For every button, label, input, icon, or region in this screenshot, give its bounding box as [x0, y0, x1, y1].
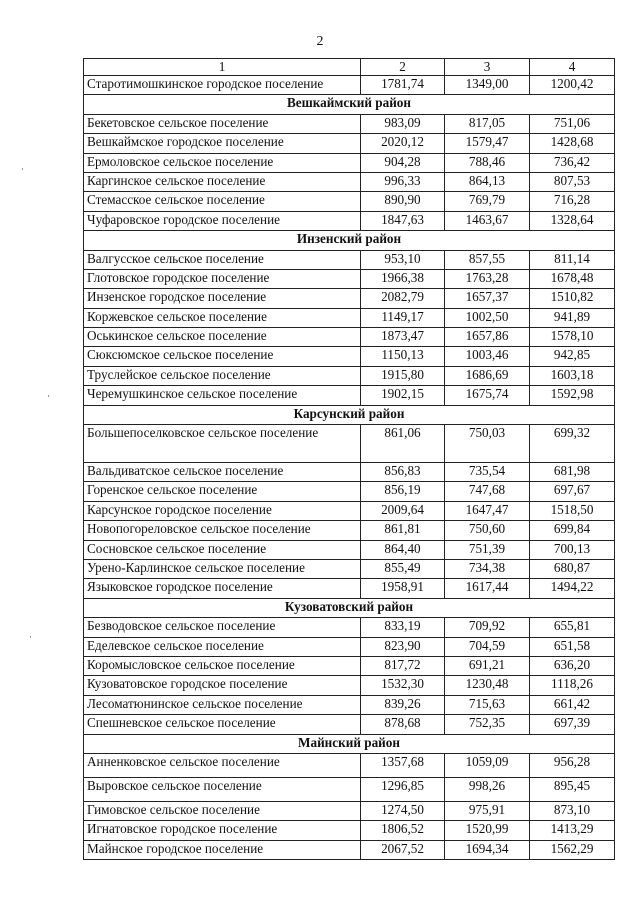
table-row: [84, 840, 615, 859]
table-row: [84, 801, 615, 820]
settlement-name: Коромысловское сельское поселение: [84, 656, 361, 675]
value-col-3: 1647,47: [445, 501, 530, 520]
value-col-3: 998,26: [445, 777, 530, 801]
value-col-4: 1118,26: [530, 676, 615, 695]
settlement-name: Анненковское сельское поселение: [84, 753, 361, 777]
table-row: [84, 676, 615, 695]
value-col-3: 857,55: [445, 250, 530, 269]
value-col-3: 691,21: [445, 656, 530, 675]
value-col-4: 1592,98: [530, 386, 615, 405]
value-col-2: 823,90: [361, 637, 445, 656]
value-col-2: 1966,38: [361, 269, 445, 288]
table-row: [84, 521, 615, 540]
value-col-3: 735,54: [445, 463, 530, 482]
value-col-4: 681,98: [530, 463, 615, 482]
table-row: [84, 347, 615, 366]
value-col-3: 1002,50: [445, 308, 530, 327]
value-col-2: 861,06: [361, 425, 445, 463]
table-row: [84, 192, 615, 211]
value-col-4: 697,67: [530, 482, 615, 501]
value-col-3: 1763,28: [445, 269, 530, 288]
value-col-4: 1413,29: [530, 821, 615, 840]
table-row: [84, 114, 615, 133]
value-col-4: 895,45: [530, 777, 615, 801]
value-col-4: 699,84: [530, 521, 615, 540]
table-row: [84, 821, 615, 840]
settlement-name: Оськинское сельское поселение: [84, 328, 361, 347]
table-row: [84, 579, 615, 598]
settlement-name: Спешневское сельское поселение: [84, 715, 361, 734]
district-header-row: [84, 734, 615, 753]
value-col-4: 661,42: [530, 695, 615, 714]
column-header: 2: [361, 59, 445, 76]
value-col-3: 1617,44: [445, 579, 530, 598]
scan-speck: [30, 636, 31, 638]
settlement-name: Коржевское сельское поселение: [84, 308, 361, 327]
value-col-4: 873,10: [530, 801, 615, 820]
value-col-3: 769,79: [445, 192, 530, 211]
table-row: [84, 366, 615, 385]
table-row: [84, 289, 615, 308]
table-row: [84, 637, 615, 656]
value-col-2: 1806,52: [361, 821, 445, 840]
value-col-3: 1657,37: [445, 289, 530, 308]
value-col-2: 1781,74: [361, 76, 445, 95]
table-row: [84, 269, 615, 288]
table-row: [84, 386, 615, 405]
value-col-2: 1150,13: [361, 347, 445, 366]
value-col-3: 864,13: [445, 172, 530, 191]
value-col-2: 1958,91: [361, 579, 445, 598]
settlement-name: Старотимошкинское городское поселение: [84, 76, 361, 95]
value-col-3: 709,92: [445, 618, 530, 637]
value-col-2: 996,33: [361, 172, 445, 191]
value-col-3: 715,63: [445, 695, 530, 714]
value-col-4: 1494,22: [530, 579, 615, 598]
table-row: [84, 172, 615, 191]
settlement-name: Черемушкинское сельское поселение: [84, 386, 361, 405]
settlement-name: Большепоселковское сельское поселение: [84, 425, 361, 463]
value-col-4: 1562,29: [530, 840, 615, 859]
settlement-name: Еделевское сельское поселение: [84, 637, 361, 656]
value-col-2: 833,19: [361, 618, 445, 637]
settlement-name: Кузоватовское городское поселение: [84, 676, 361, 695]
settlement-name: Стемасское сельское поселение: [84, 192, 361, 211]
value-col-3: 750,60: [445, 521, 530, 540]
value-col-2: 904,28: [361, 153, 445, 172]
district-name: Майнский район: [84, 734, 615, 753]
settlement-name: Труслейское сельское поселение: [84, 366, 361, 385]
value-col-4: 699,32: [530, 425, 615, 463]
value-col-2: 1847,63: [361, 211, 445, 230]
settlement-name: Сюксюмское сельское поселение: [84, 347, 361, 366]
settlement-name: Урено-Карлинское сельское поселение: [84, 559, 361, 578]
district-header-row: [84, 405, 615, 424]
value-col-2: 1532,30: [361, 676, 445, 695]
value-col-4: 1328,64: [530, 211, 615, 230]
district-name: Вешкаймский район: [84, 95, 615, 114]
value-col-3: 788,46: [445, 153, 530, 172]
value-col-4: 1518,50: [530, 501, 615, 520]
settlement-name: Языковское городское поселение: [84, 579, 361, 598]
value-col-3: 975,91: [445, 801, 530, 820]
value-col-2: 864,40: [361, 540, 445, 559]
table-row: [84, 753, 615, 777]
value-col-2: 2020,12: [361, 134, 445, 153]
settlement-name: Вальдиватское сельское поселение: [84, 463, 361, 482]
page-number: 2: [316, 34, 324, 49]
table-row: [84, 618, 615, 637]
settlement-name: Валгусское сельское поселение: [84, 250, 361, 269]
table-row: [84, 715, 615, 734]
value-col-3: 1059,09: [445, 753, 530, 777]
value-col-4: 1578,10: [530, 328, 615, 347]
value-col-4: 736,42: [530, 153, 615, 172]
value-col-2: 1873,47: [361, 328, 445, 347]
value-col-4: 811,14: [530, 250, 615, 269]
column-header: 4: [530, 59, 615, 76]
value-col-4: 751,06: [530, 114, 615, 133]
value-col-4: 942,85: [530, 347, 615, 366]
settlement-name: Глотовское городское поселение: [84, 269, 361, 288]
column-header: 3: [445, 59, 530, 76]
settlement-name: Вешкаймское городское поселение: [84, 134, 361, 153]
value-col-2: 1149,17: [361, 308, 445, 327]
value-col-4: 1603,18: [530, 366, 615, 385]
table-row: [84, 76, 615, 95]
value-col-4: 941,89: [530, 308, 615, 327]
value-col-2: 890,90: [361, 192, 445, 211]
value-col-2: 1274,50: [361, 801, 445, 820]
value-col-2: 839,26: [361, 695, 445, 714]
settlement-name: Новопогореловское сельское поселение: [84, 521, 361, 540]
value-col-4: 655,81: [530, 618, 615, 637]
value-col-2: 2009,64: [361, 501, 445, 520]
table-row: [84, 211, 615, 230]
value-col-3: 1003,46: [445, 347, 530, 366]
table-row: [84, 777, 615, 801]
column-header-row: [84, 59, 615, 76]
value-col-3: 1349,00: [445, 76, 530, 95]
district-header-row: [84, 95, 615, 114]
district-name: Кузоватовский район: [84, 598, 615, 617]
table-row: [84, 463, 615, 482]
value-col-2: 861,81: [361, 521, 445, 540]
value-col-2: 817,72: [361, 656, 445, 675]
value-col-3: 752,35: [445, 715, 530, 734]
value-col-2: 1296,85: [361, 777, 445, 801]
settlement-name: Сосновское сельское поселение: [84, 540, 361, 559]
table-row: [84, 425, 615, 463]
value-col-2: 856,83: [361, 463, 445, 482]
value-col-2: 1902,15: [361, 386, 445, 405]
value-col-3: 704,59: [445, 637, 530, 656]
table-row: [84, 153, 615, 172]
district-header-row: [84, 231, 615, 250]
value-col-3: 751,39: [445, 540, 530, 559]
value-col-4: 1200,42: [530, 76, 615, 95]
table-row: [84, 695, 615, 714]
value-col-3: 1230,48: [445, 676, 530, 695]
value-col-3: 1463,67: [445, 211, 530, 230]
value-col-3: 1579,47: [445, 134, 530, 153]
settlement-name: Выровское сельское поселение: [84, 777, 361, 801]
value-col-3: 1694,34: [445, 840, 530, 859]
scan-speck: [48, 395, 49, 397]
table-row: [84, 250, 615, 269]
table-row: [84, 308, 615, 327]
value-col-4: 1428,68: [530, 134, 615, 153]
value-col-3: 1686,69: [445, 366, 530, 385]
table-row: [84, 328, 615, 347]
column-header: 1: [84, 59, 361, 76]
settlement-values-table: [83, 58, 615, 860]
value-col-4: 807,53: [530, 172, 615, 191]
table-row: [84, 501, 615, 520]
table-row: [84, 482, 615, 501]
value-col-2: 953,10: [361, 250, 445, 269]
value-col-4: 651,58: [530, 637, 615, 656]
table-row: [84, 559, 615, 578]
value-col-3: 750,03: [445, 425, 530, 463]
value-col-2: 983,09: [361, 114, 445, 133]
value-col-3: 747,68: [445, 482, 530, 501]
value-col-2: 2082,79: [361, 289, 445, 308]
district-header-row: [84, 598, 615, 617]
district-name: Карсунский район: [84, 405, 615, 424]
table-row: [84, 540, 615, 559]
value-col-4: 1678,48: [530, 269, 615, 288]
value-col-3: 1675,74: [445, 386, 530, 405]
value-col-3: 1657,86: [445, 328, 530, 347]
value-col-4: 636,20: [530, 656, 615, 675]
settlement-name: Гимовское сельское поселение: [84, 801, 361, 820]
value-col-2: 855,49: [361, 559, 445, 578]
settlement-name: Карсунское городское поселение: [84, 501, 361, 520]
value-col-2: 1915,80: [361, 366, 445, 385]
value-col-4: 956,28: [530, 753, 615, 777]
settlement-name: Безводовское сельское поселение: [84, 618, 361, 637]
value-col-3: 817,05: [445, 114, 530, 133]
district-name: Инзенский район: [84, 231, 615, 250]
value-col-2: 878,68: [361, 715, 445, 734]
value-col-2: 2067,52: [361, 840, 445, 859]
settlement-name: Игнатовское городское поселение: [84, 821, 361, 840]
table-row: [84, 656, 615, 675]
value-col-3: 734,38: [445, 559, 530, 578]
value-col-4: 697,39: [530, 715, 615, 734]
value-col-4: 716,28: [530, 192, 615, 211]
settlement-name: Чуфаровское городское поселение: [84, 211, 361, 230]
value-col-4: 700,13: [530, 540, 615, 559]
settlement-name: Инзенское городское поселение: [84, 289, 361, 308]
settlement-name: Горенское сельское поселение: [84, 482, 361, 501]
settlement-name: Каргинское сельское поселение: [84, 172, 361, 191]
value-col-2: 1357,68: [361, 753, 445, 777]
settlement-name: Бекетовское сельское поселение: [84, 114, 361, 133]
scan-speck: [22, 168, 23, 170]
settlement-name: Лесоматюнинское сельское поселение: [84, 695, 361, 714]
value-col-4: 1510,82: [530, 289, 615, 308]
value-col-2: 856,19: [361, 482, 445, 501]
table-row: [84, 134, 615, 153]
value-col-3: 1520,99: [445, 821, 530, 840]
value-col-4: 680,87: [530, 559, 615, 578]
settlement-name: Майнское городское поселение: [84, 840, 361, 859]
settlement-name: Ермоловское сельское поселение: [84, 153, 361, 172]
